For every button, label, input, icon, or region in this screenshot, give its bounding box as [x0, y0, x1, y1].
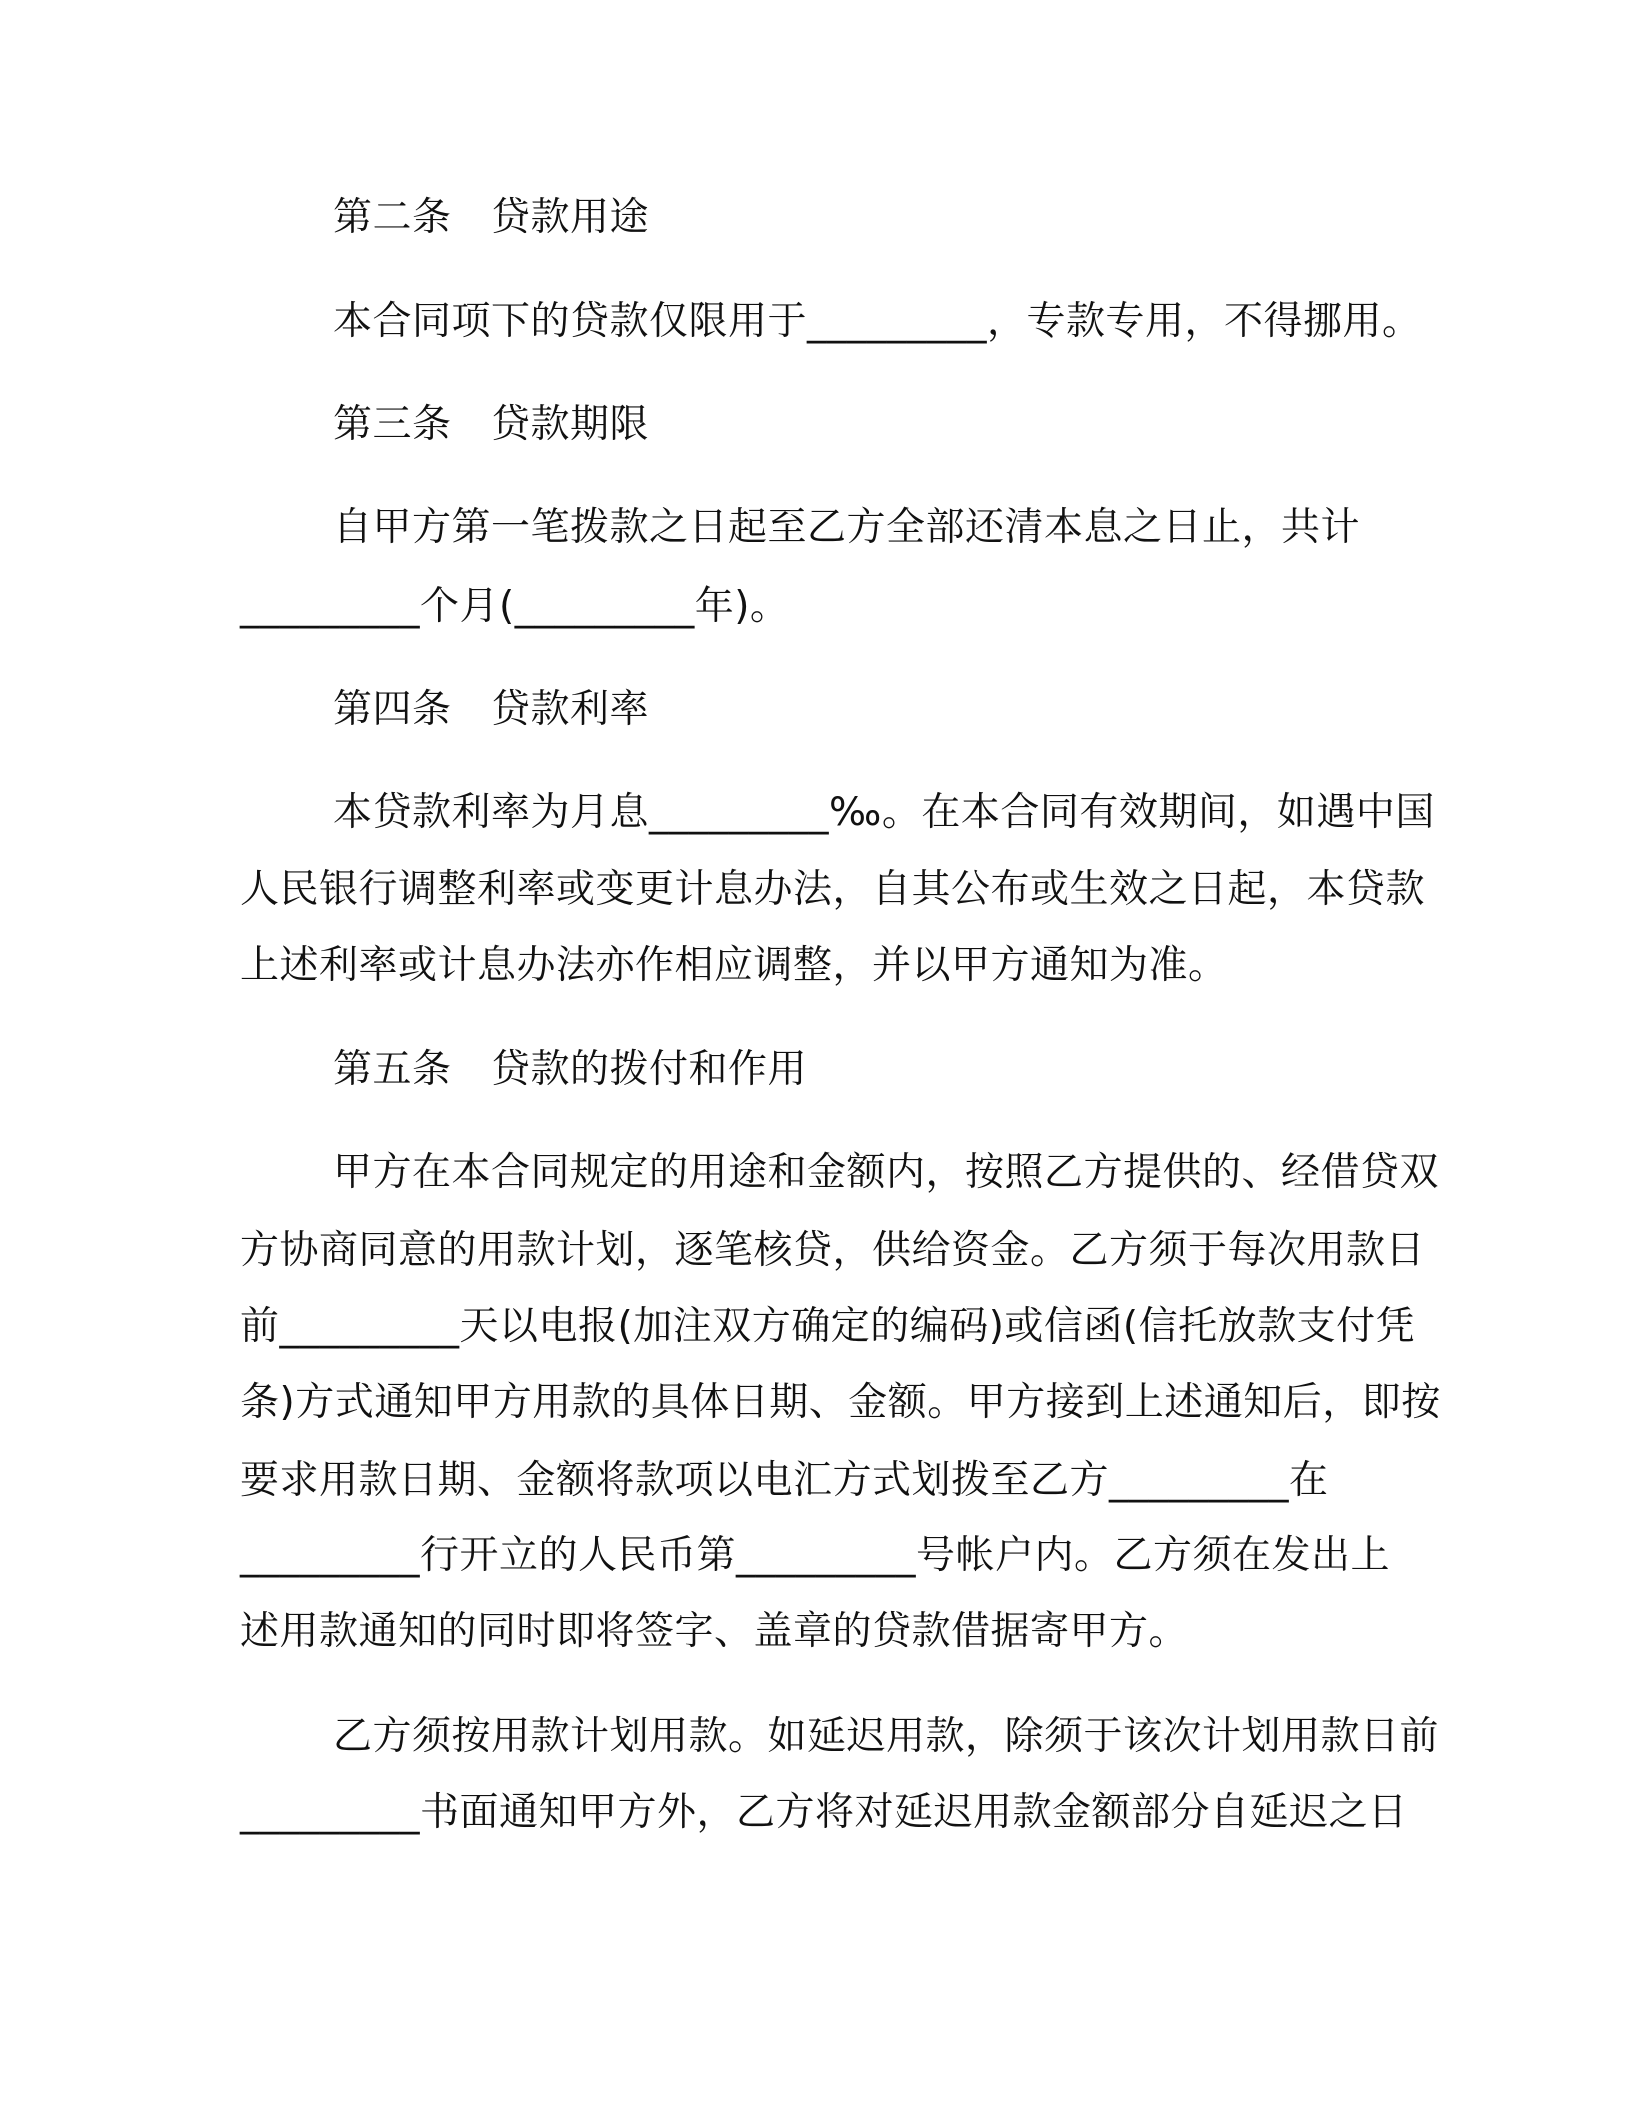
article-5-p1-line-2: 方协商同意的用款计划，逐笔核贷，供给资金。乙方须于每次用款日	[240, 1228, 1426, 1273]
article-2-line-1: 本合同项下的贷款仅限用于_________，专款专用，不得挪用。	[333, 299, 1422, 344]
article-4-line-2: 人民银行调整利率或变更计息办法，自其公布或生效之日起，本贷款	[240, 867, 1426, 912]
article-5-p1-line-3: 前_________天以电报(加注双方确定的编码)或信函(信托放款支付凭	[240, 1304, 1416, 1349]
article-5-p1-line-7: 述用款通知的同时即将签字、盖章的贷款借据寄甲方。	[240, 1609, 1189, 1654]
article-5-p2-line-1: 乙方须按用款计划用款。如延迟用款，除须于该次计划用款日前	[333, 1714, 1440, 1759]
article-3-heading: 第三条 贷款期限	[333, 402, 650, 447]
article-4-line-3: 上述利率或计息办法亦作相应调整，并以甲方通知为准。	[240, 943, 1228, 988]
article-3-line-2: _________个月(_________年)。	[240, 584, 790, 629]
article-5-p1-line-4: 条)方式通知甲方用款的具体日期、金额。甲方接到上述通知后，即按	[240, 1380, 1441, 1425]
article-3-line-1: 自甲方第一笔拨款之日起至乙方全部还清本息之日止，共计	[333, 505, 1361, 550]
article-4-line-1: 本贷款利率为月息_________‰。在本合同有效期间，如遇中国	[333, 790, 1435, 835]
article-5-p1-line-1: 甲方在本合同规定的用途和金额内，按照乙方提供的、经借贷双	[333, 1150, 1440, 1195]
article-5-p1-line-5: 要求用款日期、金额将款项以电汇方式划拨至乙方_________在	[240, 1458, 1329, 1503]
article-5-p1-line-6: _________行开立的人民币第_________号帐户内。乙方须在发出上	[240, 1533, 1391, 1578]
article-5-p2-line-2: _________书面通知甲方外，乙方将对延迟用款金额部分自延迟之日	[240, 1790, 1408, 1835]
article-2-heading: 第二条 贷款用途	[333, 195, 650, 240]
article-4-heading: 第四条 贷款利率	[333, 687, 650, 732]
article-5-heading: 第五条 贷款的拨付和作用	[333, 1047, 808, 1092]
